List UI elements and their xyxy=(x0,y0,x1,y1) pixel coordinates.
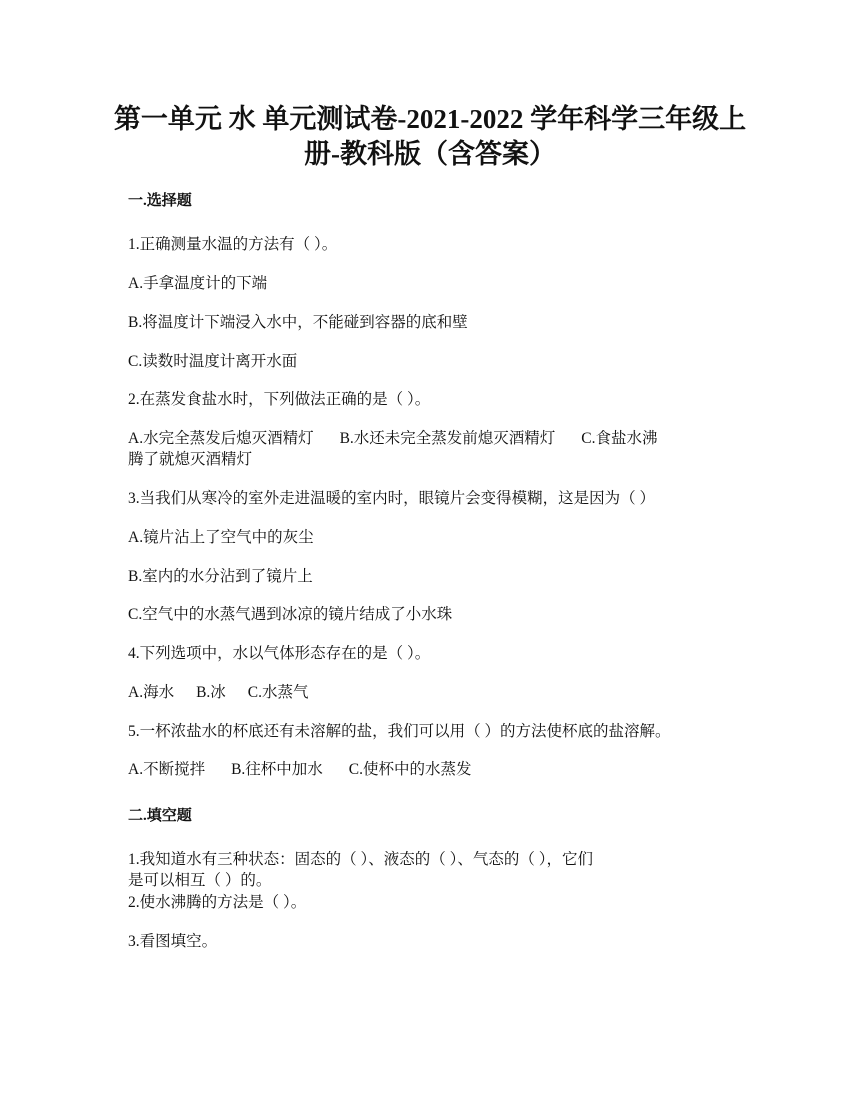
question-1-stem: 1.正确测量水温的方法有（ ）。 xyxy=(128,236,338,253)
question-5-option-c: C.使杯中的水蒸发 xyxy=(348,761,472,778)
question-3-option-c: C.空气中的水蒸气遇到冰凉的镜片结成了小水珠 xyxy=(128,606,453,623)
question-1-option-b: B.将温度计下端浸入水中，不能碰到容器的底和壁 xyxy=(128,314,468,331)
question-3-option-b: B.室内的水分沾到了镜片上 xyxy=(128,568,313,585)
question-4-stem: 4.下列选项中，水以气体形态存在的是（ ）。 xyxy=(128,645,431,662)
fill-question-3: 3.看图填空。 xyxy=(128,933,218,950)
question-3-stem: 3.当我们从寒冷的室外走进温暖的室内时，眼镜片会变得模糊，这是因为（ ） xyxy=(128,490,656,507)
question-2-options-line-1 xyxy=(128,429,658,449)
question-4-option-b: B.冰 xyxy=(196,684,226,701)
fill-question-2: 2.使水沸腾的方法是（ ）。 xyxy=(128,894,307,911)
section-heading-fill-in: 二.填空题 xyxy=(128,808,192,824)
question-1-option-c: C.读数时温度计离开水面 xyxy=(128,353,298,370)
document-title-line-2: 册-教科版（含答案） xyxy=(304,139,556,169)
question-4-options xyxy=(128,683,309,703)
question-2-option-a: A.水完全蒸发后熄灭酒精灯 xyxy=(128,430,314,447)
question-3-option-a: A.镜片沾上了空气中的灰尘 xyxy=(128,529,314,546)
question-2-option-b: B.水还未完全蒸发前熄灭酒精灯 xyxy=(339,430,556,447)
question-5-option-a: A.不断搅拌 xyxy=(128,761,206,778)
question-4-option-a: A.海水 xyxy=(128,684,175,701)
question-5-options xyxy=(128,760,472,780)
fill-question-1-line-2: 是可以相互（ ）的。 xyxy=(128,872,272,889)
question-1-option-a: A.手拿温度计的下端 xyxy=(128,275,268,292)
question-2-stem: 2.在蒸发食盐水时，下列做法正确的是（ ）。 xyxy=(128,391,431,408)
fill-question-1-line-1: 1.我知道水有三种状态：固态的（ ）、液态的（ ）、气态的（ ），它们 xyxy=(128,851,594,868)
question-5-option-b: B.往杯中加水 xyxy=(231,761,323,778)
question-4-option-c: C.水蒸气 xyxy=(247,684,309,701)
question-2-option-c-part-2: 腾了就熄灭酒精灯 xyxy=(128,451,253,468)
section-heading-choice: 一.选择题 xyxy=(128,193,192,209)
question-5-stem: 5.一杯浓盐水的杯底还有未溶解的盐，我们可以用（ ）的方法使杯底的盐溶解。 xyxy=(128,723,671,740)
question-2-option-c-part-1: C.食盐水沸 xyxy=(581,430,658,447)
document-title-line-1: 第一单元 水 单元测试卷-2021-2022 学年科学三年级上 xyxy=(113,104,747,134)
